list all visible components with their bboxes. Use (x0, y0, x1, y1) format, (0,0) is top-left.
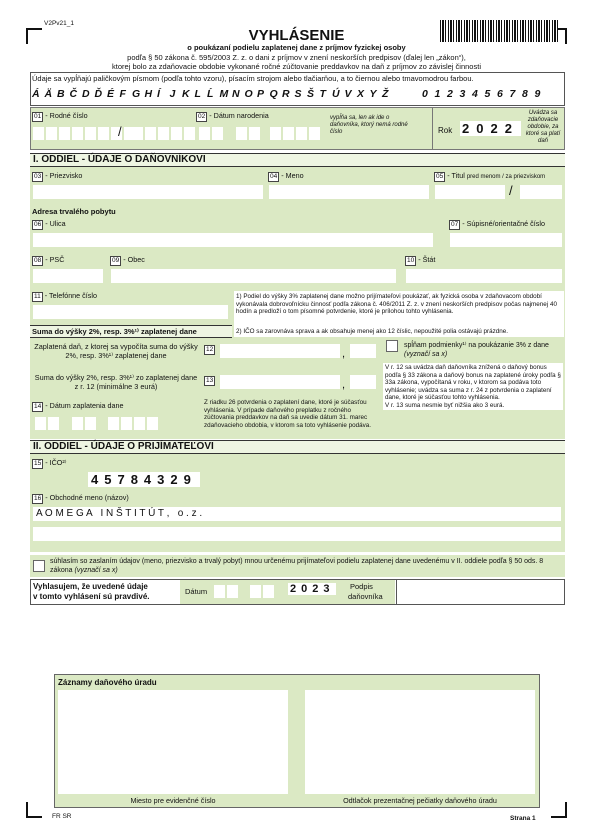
share-amount-cents-input[interactable] (350, 375, 376, 389)
field-15-label: 15 - IČO²⁾ (34, 458, 67, 467)
phone-input[interactable] (33, 305, 228, 319)
tax-year-value[interactable]: 2022 (462, 121, 519, 136)
signature-field[interactable] (396, 580, 564, 604)
field-14-note: Z riadku 26 potvrdenia o zaplatení dane, ktoré je súčasťou vyhlásenia. V prípade daňového preplatku z ročného zúčtovania preddavkov na daň sa uvedie dátum 31. marec zdaňovacieho obdobia, v ktorom sa toto vyhlásenie podáva. (204, 399, 371, 429)
comma: , (342, 348, 346, 360)
form-subtitle: o poukázaní podielu zaplatenej dane z príjmov fyzickej osoby (187, 43, 406, 52)
paid-tax-cents-input[interactable] (350, 344, 376, 358)
field-10-label: 10 - Štát (407, 255, 436, 264)
signature-label-1: Podpis (350, 582, 373, 591)
form-code: V2Pv21_1 (44, 20, 74, 27)
page-number: Strana 1 (510, 815, 536, 822)
field-08-label: 08 - PSČ (34, 255, 65, 264)
consent-checkbox[interactable] (33, 560, 45, 572)
section-1-title: I. ODDIEL - ÚDAJE O DAŇOVNÍKOVI (30, 153, 565, 167)
condition-checkbox[interactable] (386, 340, 398, 352)
registration-label: Miesto pre evidenčné číslo (130, 796, 216, 805)
title-after-input[interactable] (520, 185, 562, 199)
field-09-label: 09 - Obec (112, 255, 145, 264)
office-title: Záznamy daňového úradu (58, 678, 157, 687)
comma: , (342, 379, 346, 391)
share-amount-input[interactable] (220, 375, 340, 389)
field-05-label: 05 - Titul pred menom / za priezviskom (436, 171, 546, 180)
condition-text: spĺňam podmienky¹⁾ na poukázanie 3% z dane (vyznačí sa x) (404, 342, 549, 358)
house-number-input[interactable] (450, 233, 562, 247)
field-13-text: Suma do výšky 2%, resp. 3%¹⁾ zo zaplatenej dane z r. 12 (minimálne 3 eurá) (34, 373, 198, 391)
office-stamp-field (305, 690, 535, 794)
instruction-text: Údaje sa vypĺňajú paličkovým písmom (podľa tohto vzoru), písacím strojom alebo tlačiarňou, a to čiernou alebo tmavomodrou farbou. (32, 74, 474, 83)
field-02-note: vypĺňa sa, len ak ide o daňovníka, ktorý nemá rodné číslo (330, 115, 408, 135)
birth-number-suffix-input[interactable] (132, 127, 195, 140)
street-input[interactable] (33, 233, 433, 247)
stamp-label: Odtlačok prezentačnej pečiatky daňového úradu (343, 796, 497, 805)
consent-text: súhlasím so zaslaním údajov (meno, priezvisko a trvalý pobyt) mnou určenému prijímateľovi podielu zaplatenej dane uvedenému v II. oddiele podľa § 50 ods. 8 zákona (vyznačí sa x) (50, 558, 544, 574)
field-04-label: 04 - Meno (270, 171, 304, 180)
declaration-text-2: v tomto vyhlásení sú pravdivé. (33, 592, 150, 601)
footer-publisher: FR SR (52, 813, 72, 820)
field-11-label: 11 - Telefónne číslo (34, 291, 97, 300)
signature-label-2: daňovníka (348, 592, 383, 601)
paid-tax-input[interactable] (220, 344, 340, 358)
birth-year-input[interactable] (270, 127, 320, 140)
city-input[interactable] (111, 269, 396, 283)
birth-month-input[interactable] (236, 127, 260, 140)
form-legal-1: podľa § 50 zákona č. 595/2003 Z. z. o dani z príjmov v znení neskorších predpisov (ďalej len „zákon“), (127, 53, 466, 62)
recipient-name-line-2[interactable] (33, 527, 561, 541)
date-label: Dátum (185, 587, 208, 596)
form-title: VYHLÁSENIE (248, 27, 345, 44)
field-01-label: 01 - Rodné číslo (34, 111, 88, 120)
corner-mark (26, 802, 42, 818)
declaration-text-1: Vyhlasujem, že uvedené údaje (33, 582, 148, 591)
recipient-name-value[interactable]: A O M E G A I N Š T I T Ú T , o . z . (33, 507, 561, 521)
registration-number-field (58, 690, 288, 794)
birth-day-input[interactable] (199, 127, 223, 140)
year-note: Uvádza sa zdaňovacie obdobie, za ktoré sa platí daň (525, 110, 561, 144)
field-06-label: 06 - Ulica (34, 219, 66, 228)
field-12-text: Zaplatená daň, z ktorej sa vypočíta suma do výšky 2%, resp. 3%¹⁾ zaplatenej dane (34, 342, 198, 360)
r12-note: V r. 12 sa uvádza daň daňovníka znížená o daňový bonus podľa § 33 zákona a daňový bonus na zaplatené úroky podľa § 33a zákona, vypočítaná v roku, v ktorom sa podáva toto vyhlásenie; uvádza sa suma z r. 24 z potvrdenia o zaplatení dane, ktoré je súčasťou tohto vyhlásenia. V r. 13 suma nesmie byť nižšia ako 3 eurá. (383, 363, 563, 410)
field-03-label: 03 - Priezvisko (34, 171, 83, 180)
alphabet-sample: Á Ä B Č D Ď É F G H Í J K L Ĺ M N O P Q R S Š T Ú V X Y Ž (32, 88, 389, 100)
slash: / (509, 183, 513, 198)
payment-month-input[interactable] (72, 417, 96, 430)
ico-value[interactable]: 45784329 (88, 472, 200, 487)
country-input[interactable] (406, 269, 562, 283)
field-13-number: 13 (206, 377, 214, 384)
sign-month-input[interactable] (250, 585, 274, 598)
postcode-input[interactable] (33, 269, 103, 283)
field-14-label: 14 - Dátum zaplatenia dane (34, 401, 124, 410)
field-12-number: 12 (206, 346, 214, 353)
form-legal-2: ktorej bolo za zdaňovacie obdobie vykonané ročné zúčtovanie preddavkov na daň z príjmov zo závislej činnosti (112, 62, 481, 71)
title-before-input[interactable] (435, 185, 505, 199)
sign-year-value[interactable]: 2023 (290, 583, 335, 595)
slash: / (118, 124, 122, 139)
year-label: Rok (438, 126, 453, 135)
payment-year-input[interactable] (108, 417, 158, 430)
field-07-label: 07 - Súpisné/orientačné číslo (451, 219, 545, 228)
field-16-label: 16 - Obchodné meno (názov) (34, 493, 129, 502)
firstname-input[interactable] (269, 185, 429, 199)
barcode (440, 20, 558, 42)
digit-sample: 0 1 2 3 4 5 6 7 8 9 (422, 88, 541, 100)
section-2-title: II. ODDIEL - ÚDAJE O PRIJÍMATEĽOVI (30, 440, 565, 454)
note-1: 1) Podiel do výšky 3% zaplatenej dane možno prijímateľovi poukázať, ak fyzická osoba v zdaňovacom období vykonávala dobrovoľnícku činnosť podľa zákona č. 406/2011 Z. z. v znení neskorších predpisov počas najmenej 40 hodín a predloží o tom písomné potvrdenie, ktoré je prílohou tohto vyhlásenia. (234, 291, 564, 337)
sign-day-input[interactable] (214, 585, 238, 598)
corner-mark (551, 802, 567, 818)
field-02-label: 02 - Dátum narodenia (198, 111, 269, 120)
address-heading: Adresa trvalého pobytu (32, 207, 116, 216)
payment-day-input[interactable] (35, 417, 59, 430)
surname-input[interactable] (33, 185, 263, 199)
note-2: 2) IČO sa zarovnáva sprava a ak obsahuje menej ako 12 číslic, nepoužité polia ostávajú prázdne. (234, 328, 564, 335)
sum-header: Suma do výšky 2%, resp. 3%¹⁾ zaplatenej dane (30, 325, 232, 338)
